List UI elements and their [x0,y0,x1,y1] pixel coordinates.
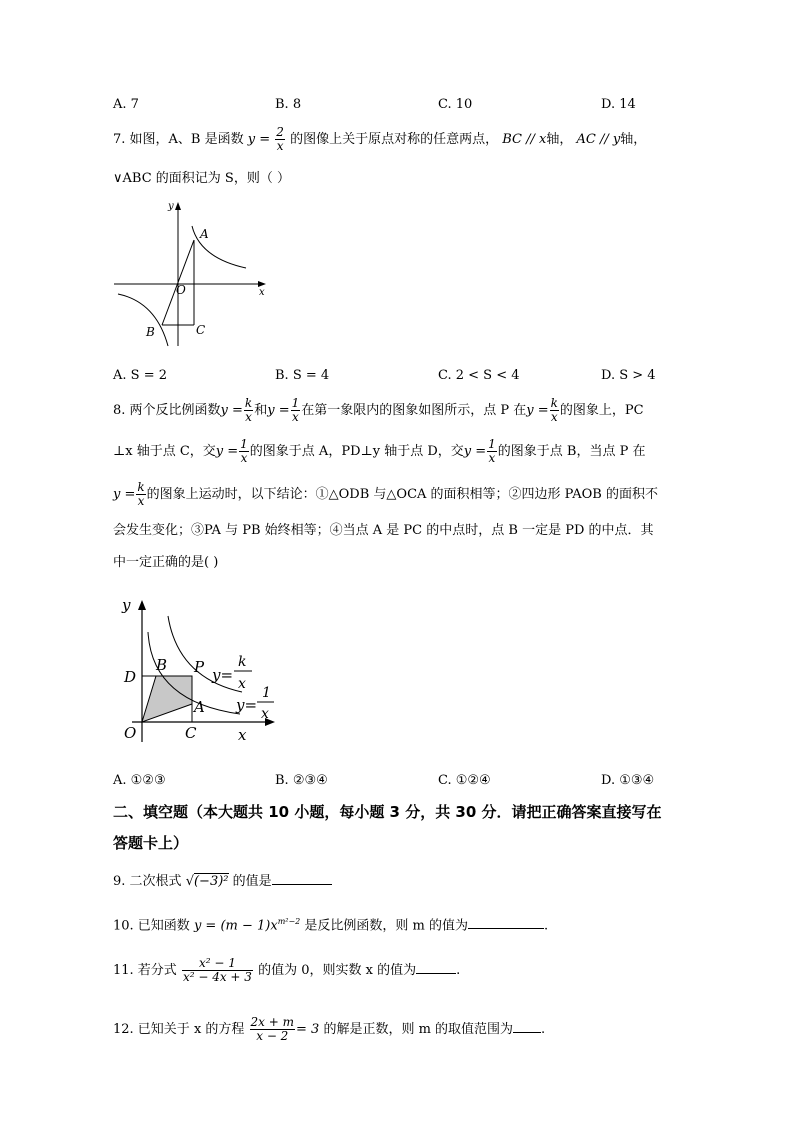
q8-label-b: B [156,656,168,674]
q8-label-a: A [194,698,205,716]
q7-y-eq: y = [247,132,271,147]
q8-text-3: 的图象上运动时，以下结论：①△ODB 与△OCA 的面积相等；②四边形 PAOB 的面积不 [146,487,658,502]
section2-heading-line2: 答题卡上） [113,834,189,852]
q7-label-o: O [176,283,186,297]
q9-radical: √(−3)² [185,874,229,889]
q10-answer-blank[interactable] [468,916,544,929]
q8-frac-kx-2 [550,397,559,424]
q8-frac-one2: 1 [240,437,248,451]
q11-frac-num: x² − 1 [182,957,253,971]
q8-text-1a: 8. 两个反比例函数 [113,403,221,418]
q8-label-d: D [124,668,137,686]
q8-label-onex: x [261,706,269,722]
q8-text-1b: 在第一象限内的图象如图所示，点 P 在 [301,403,527,418]
q12-frac-den: x − 2 [256,1029,289,1043]
q8-frac-one: 1 [291,396,300,410]
q7-fraction [275,126,285,153]
q8-frac-x: x [245,410,252,424]
q11-frac-den: x² − 4x + 3 [182,970,252,984]
q9-radicand: (−3)² [193,874,229,889]
q7-frac-num: 2 [276,125,284,139]
q8-text-and: 和 [254,403,268,418]
q8-stem-line1 [113,397,644,424]
q8-stem-line3 [113,481,658,508]
q8-stem-line5: 中一定正确的是( ) [113,555,219,570]
q11-post: 的值为 0，则实数 x 的值为 [258,963,417,978]
q8-option-b: B. ②③④ [275,773,328,788]
q8-stem-line2 [113,438,645,465]
q8-frac-x2: x [292,410,299,424]
q8-frac-k3: k [137,480,145,494]
q10-pre: 10. 已知函数 [113,918,190,934]
q7-label-c: C [196,323,206,337]
q7-text-4: 轴， [620,132,647,147]
q12-answer-blank[interactable] [513,1020,541,1033]
q8-text-1c: 的图象上，PC [559,403,644,418]
q8-y-eq-2: y = [267,403,290,418]
q8-option-d: D. ①③④ [601,773,655,788]
q8-figure [112,592,282,748]
q8-frac-1x-2 [239,438,249,465]
q12-post: 的解是正数，则 m 的取值范围为 [323,1022,514,1037]
q10-line [113,913,548,935]
q9-post: 的值是 [232,874,272,889]
q8-label-c: C [185,724,197,742]
q8-label-p: P [194,658,205,676]
q8-frac-1x-1 [291,397,301,424]
q7-text-2: 的图像上关于原点对称的任意两点， [290,132,499,147]
q7-label-a: A [200,227,209,241]
q12-line [113,1016,545,1043]
q7-option-c: C. 2 < S < 4 [438,368,520,383]
q7-bc-parallel: BC // x [502,132,547,147]
q8-frac-x5: x [488,451,496,465]
q8-label-one: 1 [262,685,271,701]
q8-frac-1x-3 [487,438,497,465]
q8-frac-x4: x [240,451,248,465]
q12-frac-num: 2x + m [250,1015,295,1029]
q8-y-eq-3: y = [526,403,549,418]
q7-label-y: y [168,201,174,212]
q8-frac-kx-1 [244,397,253,424]
q8-frac-kx-3 [136,481,145,508]
section2-heading-line1: 二、填空题（本大题共 10 小题，每小题 3 分，共 30 分．请把正确答案直接写在 [113,803,662,821]
q8-y-eq-4: y = [215,444,239,459]
q8-y-eq-6: y = [113,487,136,502]
q10-end: . [544,918,549,934]
q8-frac-k2: k [550,396,558,410]
q12-eq: = 3 [296,1022,320,1037]
q7-option-b: B. S = 4 [275,368,330,383]
q8-frac-k: k [244,396,253,410]
q7-label-b: B [146,325,155,339]
q11-line [113,957,460,984]
q7-text-1: 如图，A、B 是函数 [129,132,244,147]
q8-label-y1: y= [236,696,258,714]
q8-label-yk: y= [212,666,234,684]
q8-frac-x6: x [137,494,145,508]
q7-figure [110,196,270,352]
q10-exponent: m²−2 [277,917,301,926]
q8-label-o: O [124,724,137,742]
q11-answer-blank[interactable] [416,961,456,974]
q8-label-k: k [238,654,247,670]
q7-number: 7. [113,132,126,147]
q7-ac-parallel: AC // y [576,132,621,147]
q12-fraction [250,1016,295,1043]
q8-label-x: x [238,726,247,744]
q12-end: . [541,1022,546,1037]
q6-option-b: B. 8 [275,97,302,112]
q8-frac-x3: x [550,410,558,424]
q8-stem-line4: 会发生变化；③PA 与 PB 始终相等；④当点 A 是 PC 的中点时，点 B 一定是 PD 的中点．其 [113,523,654,538]
q10-post: 是反比例函数，则 m 的值为 [304,918,469,934]
q7-option-d: D. S > 4 [601,368,656,383]
q8-option-c: C. ①②④ [438,773,491,788]
q7-label-x: x [259,287,265,298]
q8-text-2b: 的图象于点 A，PD⊥y 轴于点 D，交 [249,444,464,459]
q6-option-a: A. 7 [113,97,139,112]
q8-y-eq-5: y = [463,444,487,459]
q8-label-y: y [122,596,131,614]
q12-pre: 12. 已知关于 x 的方程 [113,1022,245,1037]
q8-option-a: A. ①②③ [113,773,166,788]
q8-y-eq-1: y = [220,403,243,418]
q9-pre: 9. 二次根式 [113,874,182,889]
q9-line [113,872,332,891]
q7-text-3: 轴， [546,132,573,147]
q9-answer-blank[interactable] [272,872,332,885]
q7-frac-den: x [276,139,284,153]
q8-frac-one3: 1 [488,437,496,451]
q8-text-2a: ⊥x 轴于点 C，交 [113,444,216,459]
q7-stem-line2: ∨ABC 的面积记为 S，则（ ） [113,171,290,186]
q8-text-2c: 的图象于点 B，当点 P 在 [497,444,646,459]
q8-label-kx: x [238,676,246,692]
q6-option-c: C. 10 [438,97,473,112]
q7-stem-line1 [113,126,646,153]
q11-fraction [182,957,253,984]
q6-option-d: D. 14 [601,97,636,112]
q7-option-a: A. S = 2 [113,368,167,383]
q10-expr: y = (m − 1)x [193,918,278,934]
q11-end: . [456,963,461,978]
q11-pre: 11. 若分式 [113,963,177,978]
